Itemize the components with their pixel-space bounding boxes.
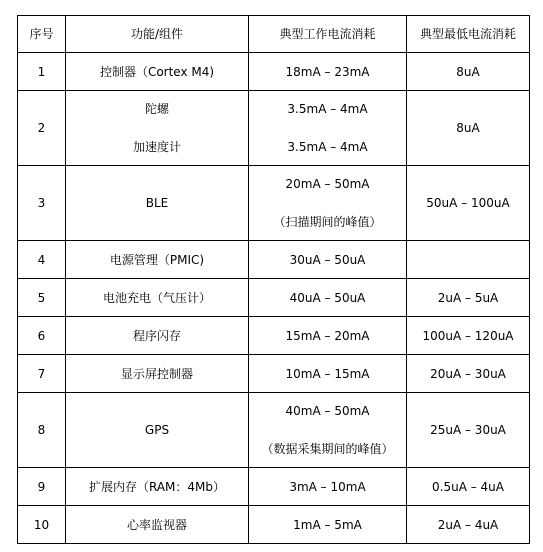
cell-typical: [249, 506, 407, 544]
table-row: [18, 91, 530, 166]
cell-typical-line: （数据采集期间的峰值）: [261, 442, 394, 456]
table-row: [18, 241, 530, 279]
cell-typical-line: 40mA – 50mA: [285, 404, 370, 418]
cell-component: [66, 468, 249, 506]
cell-component-line: 程序闪存: [132, 328, 181, 343]
cell-no: 2: [18, 91, 66, 166]
cell-component-line: BLE: [145, 196, 169, 210]
table-row: [18, 53, 530, 91]
cell-typical-line: 3.5mA – 4mA: [287, 102, 368, 116]
cell-min: 0.5uA – 4uA: [407, 468, 530, 506]
cell-no: 7: [18, 355, 66, 393]
cell-no: 4: [18, 241, 66, 279]
line-gap: [249, 419, 406, 441]
cell-typical-line: 10mA – 15mA: [285, 366, 370, 381]
cell-typical: [249, 279, 407, 317]
cell-no: 8: [18, 393, 66, 468]
cell-typical: [249, 53, 407, 91]
cell-component: [66, 279, 249, 317]
table-row: [18, 506, 530, 544]
table-row: [18, 393, 530, 468]
cell-min: 8uA: [407, 53, 530, 91]
cell-component: [66, 317, 249, 355]
cell-min: 20uA – 30uA: [407, 355, 530, 393]
cell-component: [66, 393, 249, 468]
table-row: [18, 166, 530, 241]
cell-no: 5: [18, 279, 66, 317]
table-row: [18, 279, 530, 317]
cell-no: 1: [18, 53, 66, 91]
table-row: [18, 468, 530, 506]
header-cell-component: 功能/组件: [66, 16, 249, 53]
cell-min: [407, 241, 530, 279]
cell-component: [66, 355, 249, 393]
cell-component: [66, 91, 249, 166]
cell-component-line: GPS: [144, 423, 170, 437]
cell-component-line: 电池充电（气压计）: [102, 290, 211, 305]
cell-typical: [249, 393, 407, 468]
cell-component-line: 电源管理（PMIC): [109, 252, 205, 267]
line-gap: [66, 117, 248, 139]
cell-min: 8uA: [407, 91, 530, 166]
cell-component-line: 控制器（Cortex M4): [99, 64, 215, 79]
power-consumption-table: [17, 15, 530, 544]
header-cell-typical: 典型工作电流消耗: [249, 16, 407, 53]
cell-min: 100uA – 120uA: [407, 317, 530, 355]
cell-typical-line: 3.5mA – 4mA: [287, 140, 368, 154]
cell-typical-line: 20mA – 50mA: [285, 177, 370, 191]
cell-component: [66, 241, 249, 279]
line-gap: [249, 192, 406, 214]
cell-min: 50uA – 100uA: [407, 166, 530, 241]
cell-component: [66, 506, 249, 544]
cell-typical-line: （扫描期间的峰值）: [273, 215, 382, 229]
cell-component: [66, 53, 249, 91]
cell-typical: [249, 166, 407, 241]
cell-typical: [249, 91, 407, 166]
cell-typical: [249, 468, 407, 506]
cell-typical: [249, 317, 407, 355]
cell-typical: [249, 241, 407, 279]
cell-typical-line: 1mA – 5mA: [293, 517, 362, 532]
cell-typical-line: 18mA – 23mA: [285, 64, 370, 79]
table-row: [18, 355, 530, 393]
cell-component-line: 加速度计: [132, 140, 181, 154]
table-body: [18, 53, 530, 544]
cell-typical: [249, 355, 407, 393]
cell-component-line: 心率监视器: [126, 517, 187, 532]
line-gap: [249, 117, 406, 139]
cell-component-line: 显示屏控制器: [120, 366, 193, 381]
header-cell-no: 序号: [18, 16, 66, 53]
cell-typical-line: 30uA – 50uA: [289, 252, 366, 267]
power-consumption-table-container: [17, 15, 529, 544]
cell-component-line: 扩展内存（RAM：4Mb）: [88, 479, 226, 494]
cell-no: 3: [18, 166, 66, 241]
cell-no: 6: [18, 317, 66, 355]
cell-no: 10: [18, 506, 66, 544]
cell-no: 9: [18, 468, 66, 506]
table-header-row: [18, 16, 530, 53]
cell-min: 2uA – 4uA: [407, 506, 530, 544]
cell-typical-line: 3mA – 10mA: [289, 479, 366, 494]
cell-typical-line: 15mA – 20mA: [285, 328, 370, 343]
header-cell-min: 典型最低电流消耗: [407, 16, 530, 53]
cell-component-line: 陀螺: [144, 102, 169, 116]
cell-min: 25uA – 30uA: [407, 393, 530, 468]
table-row: [18, 317, 530, 355]
cell-component: [66, 166, 249, 241]
cell-min: 2uA – 5uA: [407, 279, 530, 317]
cell-typical-line: 40uA – 50uA: [289, 290, 366, 305]
